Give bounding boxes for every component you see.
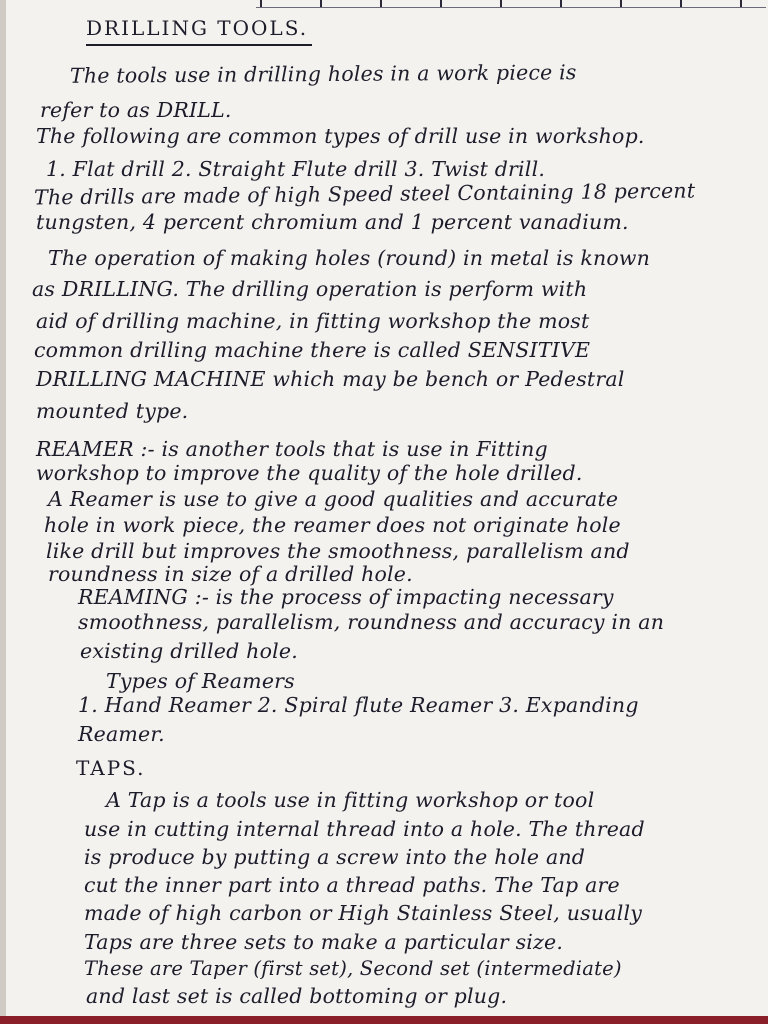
text-line: Reamer. xyxy=(78,722,165,746)
ruler-tick xyxy=(680,0,682,7)
text-line: 1. Flat drill 2. Straight Flute drill 3. Twist drill. xyxy=(46,157,546,181)
ruler-tick xyxy=(260,0,262,7)
section-heading-taps: TAPS. xyxy=(76,756,146,780)
ruled-line xyxy=(256,7,766,8)
page-title: DRILLING TOOLS. xyxy=(86,16,309,40)
text-line: cut the inner part into a thread paths. The Tap are xyxy=(84,873,620,897)
ruler-tick xyxy=(740,0,742,7)
text-line: workshop to improve the quality of the hole drilled. xyxy=(36,461,583,485)
ruler-tick xyxy=(320,0,322,7)
text-line: tungsten, 4 percent chromium and 1 percent vanadium. xyxy=(36,210,629,234)
ruler-tick xyxy=(500,0,502,7)
ruler-tick xyxy=(620,0,622,7)
text-line: 1. Hand Reamer 2. Spiral flute Reamer 3. Expanding xyxy=(78,693,639,717)
text-line: Taps are three sets to make a particular size. xyxy=(84,930,564,954)
table-surface xyxy=(0,1016,768,1024)
text-line: smoothness, parallelism, roundness and accuracy in an xyxy=(78,610,665,634)
text-line: common drilling machine there is called SENSITIVE xyxy=(34,338,591,362)
text-line: and last set is called bottoming or plug. xyxy=(86,984,508,1008)
title-underline xyxy=(86,44,312,46)
text-line: hole in work piece, the reamer does not originate hole xyxy=(44,513,621,537)
text-line: Types of Reamers xyxy=(106,669,295,693)
text-line: mounted type. xyxy=(36,399,189,423)
text-line: roundness in size of a drilled hole. xyxy=(48,562,413,586)
text-line: existing drilled hole. xyxy=(80,639,298,663)
text-line: The drills are made of high Speed steel Containing 18 percent xyxy=(33,178,696,210)
text-line: The following are common types of drill use in workshop. xyxy=(36,124,645,148)
handwritten-page xyxy=(6,0,768,1018)
text-line: These are Taper (first set), Second set (intermediate) xyxy=(84,957,622,980)
ruler-tick xyxy=(560,0,562,7)
text-line: made of high carbon or High Stainless Steel, usually xyxy=(84,901,642,925)
text-line: The operation of making holes (round) in metal is known xyxy=(48,246,651,270)
text-line: like drill but improves the smoothness, parallelism and xyxy=(46,539,630,563)
text-line: DRILLING MACHINE which may be bench or Pedestral xyxy=(36,367,625,391)
text-line: REAMER :- is another tools that is use in Fitting xyxy=(36,437,548,461)
text-line: refer to as DRILL. xyxy=(40,98,232,122)
ruler-tick xyxy=(380,0,382,7)
text-line: aid of drilling machine, in fitting workshop the most xyxy=(36,309,590,333)
text-line: A Tap is a tools use in fitting workshop or tool xyxy=(106,788,595,812)
text-line: is produce by putting a screw into the hole and xyxy=(84,845,586,869)
text-line: as DRILLING. The drilling operation is perform with xyxy=(32,277,588,301)
text-line: A Reamer is use to give a good qualities and accurate xyxy=(48,487,619,511)
text-line: use in cutting internal thread into a hole. The thread xyxy=(84,817,645,841)
text-line: REAMING :- is the process of impacting necessary xyxy=(78,585,614,609)
text-line: The tools use in drilling holes in a work piece is xyxy=(69,60,577,88)
ruler-tick xyxy=(440,0,442,7)
